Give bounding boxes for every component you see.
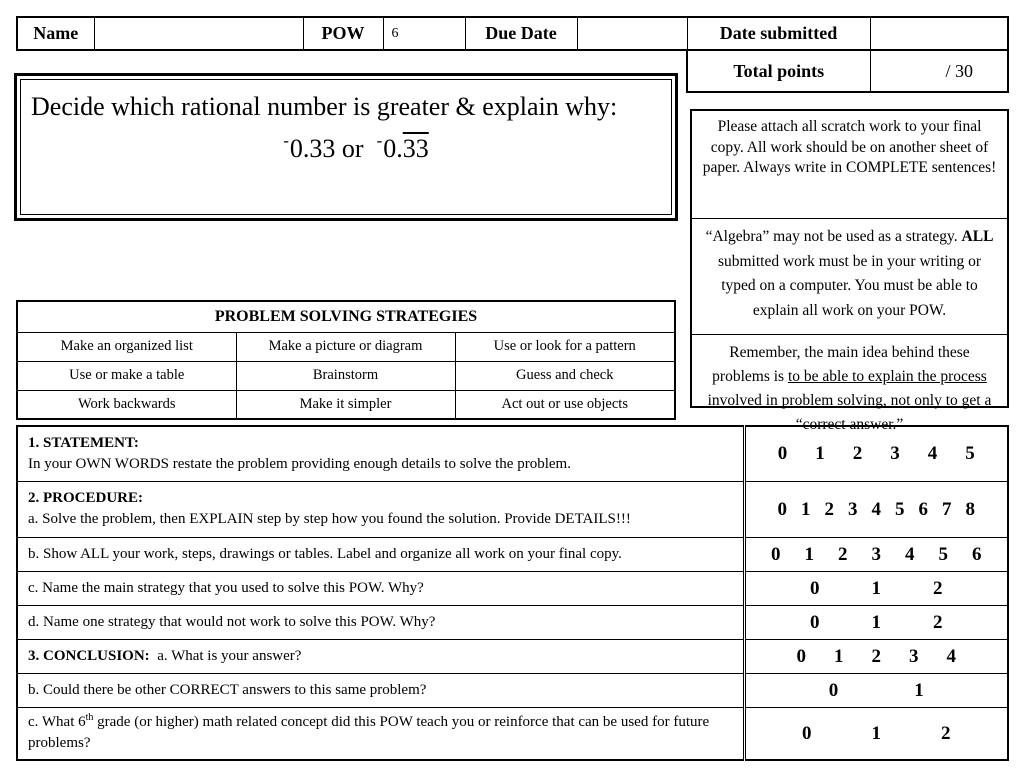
point-value[interactable]: 5 — [938, 543, 948, 565]
date-submitted-field[interactable] — [870, 17, 1008, 50]
procedure-a-text: a. Solve the problem, then EXPLAIN step by step how you found the solution. Provide DETAILS!!! — [28, 511, 631, 527]
strategy-cell: Make a picture or diagram — [236, 332, 455, 361]
due-date-field[interactable] — [577, 17, 687, 50]
scratch-work-note: Please attach all scratch work to your final copy. All work should be on another sheet of paper. Always write in COMPLETE sentences! — [692, 111, 1007, 219]
procedure-c-points[interactable] — [744, 571, 1008, 605]
point-value[interactable]: 2 — [933, 611, 943, 633]
name-field[interactable] — [94, 17, 303, 50]
point-value[interactable]: 6 — [972, 543, 982, 565]
strategy-cell: Work backwards — [17, 390, 236, 419]
point-value[interactable]: 8 — [965, 498, 975, 520]
point-value[interactable]: 4 — [905, 543, 915, 565]
point-value[interactable]: 1 — [871, 611, 881, 633]
point-value[interactable]: 3 — [848, 498, 858, 520]
statement-text: In your OWN WORDS restate the problem providing enough details to solve the problem. — [28, 455, 571, 472]
rubric-row-conclusion-b — [17, 673, 1008, 707]
point-value[interactable]: 2 — [838, 543, 848, 565]
algebra-note — [692, 219, 1007, 335]
point-value[interactable]: 3 — [909, 645, 919, 667]
strategy-cell: Make an organized list — [17, 332, 236, 361]
point-value[interactable]: 1 — [914, 679, 924, 701]
strategy-cell: Make it simpler — [236, 390, 455, 419]
point-value[interactable]: 0 — [810, 577, 820, 599]
point-value[interactable]: 1 — [804, 543, 814, 565]
statement-heading: 1. STATEMENT: — [28, 434, 139, 451]
main-idea-part2: , not only to get a “correct answer.” — [795, 392, 992, 433]
name-label: Name — [17, 17, 94, 50]
conclusion-heading: 3. CONCLUSION: — [28, 647, 150, 664]
point-value[interactable]: 1 — [871, 722, 881, 744]
conclusion-c-text-pre: c. What 6 — [28, 714, 86, 731]
rubric-row-procedure-b — [17, 537, 1008, 571]
rubric-row-conclusion-c — [17, 707, 1008, 760]
rubric-row-conclusion-a — [17, 639, 1008, 673]
conclusion-b-text: b. Could there be other CORRECT answers to this same problem? — [17, 673, 744, 707]
number-2-repeating: 33 — [402, 134, 429, 163]
procedure-b-text: b. Show ALL your work, steps, drawings or tables. Label and organize all work on your final copy. — [17, 537, 744, 571]
conclusion-c-text-post: grade (or higher) math related concept did this POW teach you or reinforce that can be used for future problems? — [28, 714, 710, 752]
strategy-cell: Guess and check — [455, 361, 675, 390]
algebra-note-part2: submitted work must be in your writing or typed on a computer. You must be able to explain all work on your POW. — [717, 252, 982, 319]
point-value[interactable]: 2 — [933, 577, 943, 599]
algebra-note-bold: ALL — [961, 228, 994, 245]
statement-points[interactable] — [744, 426, 1008, 481]
conclusion-c-points[interactable] — [744, 707, 1008, 760]
point-value[interactable]: 0 — [802, 722, 812, 744]
number-1: 0.33 — [289, 134, 336, 163]
algebra-note-part1: “Algebra” may not be used as a strategy. — [705, 228, 958, 245]
point-value[interactable]: 2 — [852, 443, 863, 465]
strategy-cell: Act out or use objects — [455, 390, 675, 419]
main-idea-underlined: to be able to explain the process involved in problem solving — [707, 368, 987, 409]
point-value[interactable]: 0 — [777, 498, 787, 520]
procedure-d-points[interactable] — [744, 605, 1008, 639]
conclusion-c-description — [17, 707, 744, 760]
problem-inner — [20, 79, 672, 215]
point-value[interactable]: 0 — [777, 443, 788, 465]
point-value[interactable]: 5 — [965, 443, 975, 465]
total-points-table — [686, 50, 1009, 93]
point-value[interactable]: 0 — [828, 679, 839, 701]
total-points-label: Total points — [687, 51, 870, 93]
strategy-cell: Use or look for a pattern — [455, 332, 675, 361]
problem-box — [14, 73, 678, 221]
procedure-heading: 2. PROCEDURE: — [28, 490, 143, 506]
number-2-nonrepeating: 0. — [383, 134, 403, 163]
conclusion-b-points[interactable] — [744, 673, 1008, 707]
or-word: or — [341, 134, 364, 163]
pow-number[interactable]: 6 — [383, 17, 465, 50]
point-value[interactable]: 4 — [927, 443, 938, 465]
pow-label: POW — [303, 17, 383, 50]
rubric-table — [16, 425, 1009, 761]
total-points-value[interactable]: / 30 — [870, 51, 1008, 93]
point-value[interactable]: 0 — [771, 543, 781, 565]
point-value[interactable]: 4 — [871, 498, 881, 520]
point-value[interactable]: 3 — [890, 443, 900, 465]
point-value[interactable]: 1 — [815, 443, 825, 465]
strategy-row — [17, 361, 675, 390]
conclusion-c-superscript: th — [85, 712, 94, 724]
strategy-row — [17, 332, 675, 361]
negative-sign-2: - — [376, 131, 383, 150]
strategies-title: PROBLEM SOLVING STRATEGIES — [17, 301, 675, 332]
instructions-box — [690, 109, 1009, 433]
strategy-cell: Use or make a table — [17, 361, 236, 390]
statement-description — [17, 426, 744, 481]
problem-numbers — [31, 131, 661, 164]
point-value[interactable]: 0 — [810, 611, 820, 633]
problem-question: Decide which rational number is greater & explain why: — [31, 92, 618, 121]
point-value[interactable]: 3 — [871, 543, 881, 565]
point-value[interactable]: 5 — [895, 498, 905, 520]
procedure-description — [17, 481, 744, 537]
point-value[interactable]: 2 — [871, 645, 881, 667]
strategy-row — [17, 390, 675, 419]
point-value[interactable]: 2 — [941, 722, 951, 744]
point-value[interactable]: 0 — [796, 645, 806, 667]
procedure-d-text: d. Name one strategy that would not work to solve this POW. Why? — [17, 605, 744, 639]
procedure-a-points[interactable] — [744, 481, 1008, 537]
point-value[interactable]: 2 — [824, 498, 834, 520]
due-date-label: Due Date — [465, 17, 577, 50]
rubric-row-statement — [17, 426, 1008, 481]
strategy-cell: Brainstorm — [236, 361, 455, 390]
procedure-c-text: c. Name the main strategy that you used to solve this POW. Why? — [17, 571, 744, 605]
negative-sign-1: - — [283, 131, 289, 150]
conclusion-a-description — [17, 639, 744, 673]
date-submitted-label: Date submitted — [687, 17, 870, 50]
point-value[interactable]: 1 — [834, 645, 844, 667]
point-value[interactable]: 1 — [871, 577, 881, 599]
procedure-b-points[interactable] — [744, 537, 1008, 571]
rubric-row-procedure-c — [17, 571, 1008, 605]
point-value[interactable]: 7 — [942, 498, 952, 520]
point-value[interactable]: 4 — [946, 645, 956, 667]
conclusion-a-text: a. What is your answer? — [157, 647, 302, 664]
conclusion-a-points[interactable] — [744, 639, 1008, 673]
rubric-row-procedure-a — [17, 481, 1008, 537]
point-value[interactable]: 6 — [918, 498, 928, 520]
main-idea-part1: Remember, the main idea behind these problems is — [712, 344, 970, 385]
point-value[interactable]: 1 — [801, 498, 811, 520]
strategies-table — [16, 300, 676, 420]
header-table — [16, 16, 1009, 51]
rubric-row-procedure-d — [17, 605, 1008, 639]
